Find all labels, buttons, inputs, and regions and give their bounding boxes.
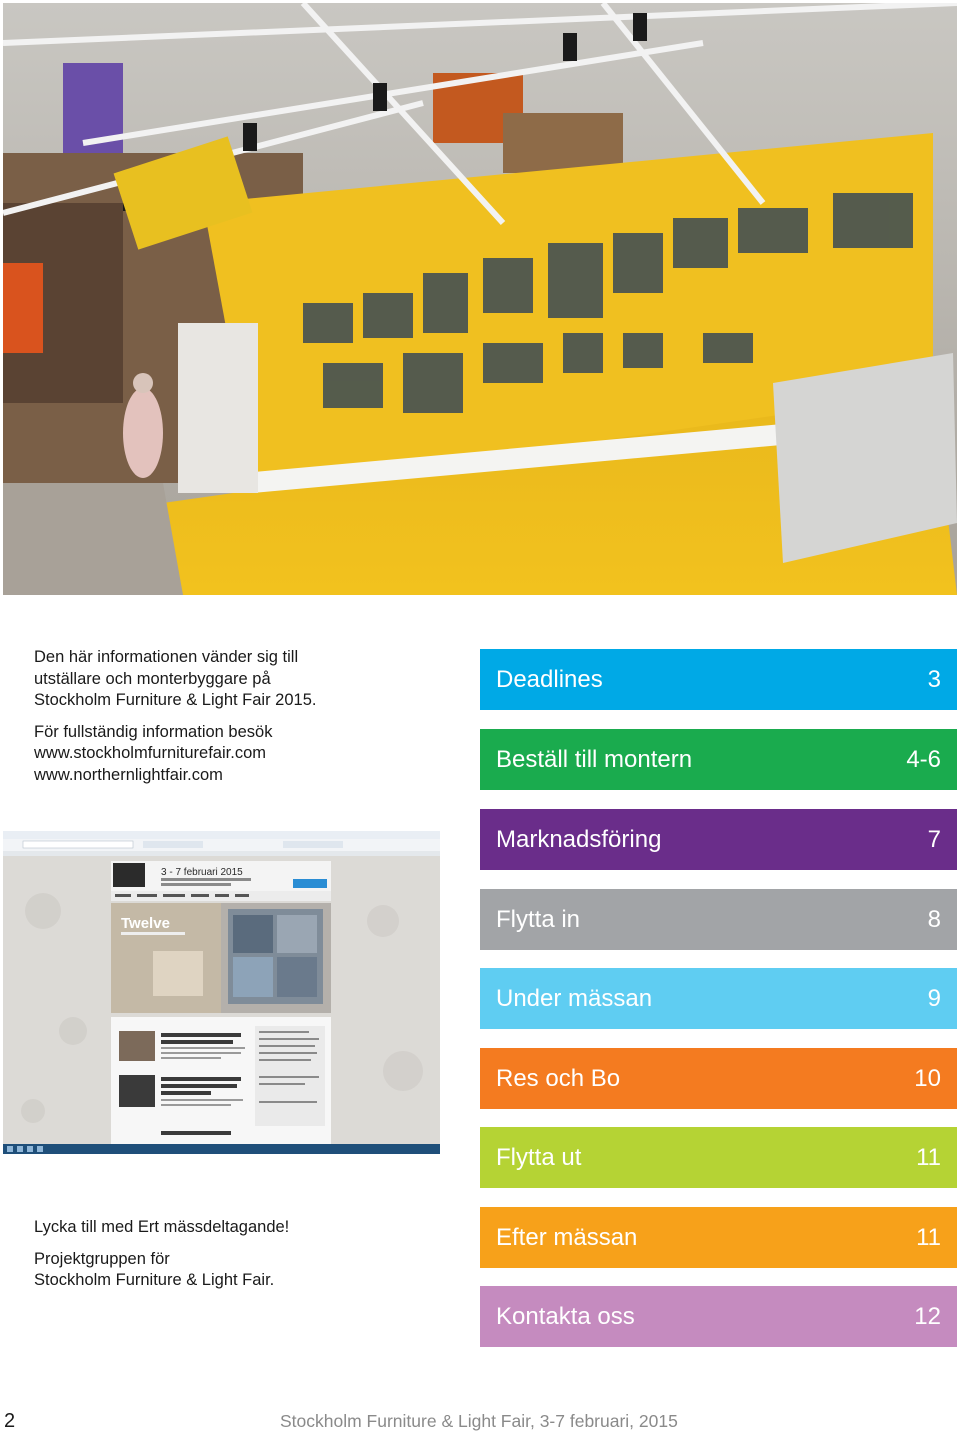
closing-signature: Projektgruppen för Stockholm Furniture & Light Fair. [34,1249,275,1289]
hero-photo [3,3,957,595]
intro-paragraph-links: För fullständig information besök www.stockholmfurniturefair.com www.northernlightfair.com [34,722,454,787]
toc-item-marknadsforing[interactable]: Marknadsföring 7 [480,809,957,870]
intro-paragraph-audience: Den här informationen vänder sig till utställare och monterbyggare på Stockholm Furniture & Light Fair 2015. [34,648,317,709]
exhibition-booth-image [3,3,957,595]
page-number: 2 [4,1410,16,1432]
website-headline: 3 - 7 februari 2015 [161,867,243,878]
toc-item-flytta-in[interactable]: Flytta in 8 [480,889,957,950]
closing-greeting: Lycka till med Ert mässdeltagande! [34,1218,290,1236]
toc-item-under-massan[interactable]: Under mässan 9 [480,968,957,1029]
link-stockholmfurniturefair[interactable]: www.stockholmfurniturefair.com [34,744,266,762]
footer-text: Stockholm Furniture & Light Fair, 3-7 februari, 2015 [280,1411,678,1431]
toc-item-flytta-ut[interactable]: Flytta ut 11 [480,1127,957,1188]
closing-text [34,1217,454,1302]
link-northernlightfair[interactable]: www.northernlightfair.com [34,765,223,784]
intro-text [34,647,454,796]
toc-item-res-och-bo[interactable]: Res och Bo 10 [480,1048,957,1109]
website-screenshot-image [3,831,440,1154]
toc-item-deadlines[interactable]: Deadlines 3 [480,649,957,710]
toc-item-kontakta-oss[interactable]: Kontakta oss 12 [480,1286,957,1347]
website-brand: Twelve [121,915,170,932]
toc-item-bestall[interactable]: Beställ till montern 4-6 [480,729,957,790]
toc-item-efter-massan[interactable]: Efter mässan 11 [480,1207,957,1268]
website-screenshot [3,831,440,1154]
